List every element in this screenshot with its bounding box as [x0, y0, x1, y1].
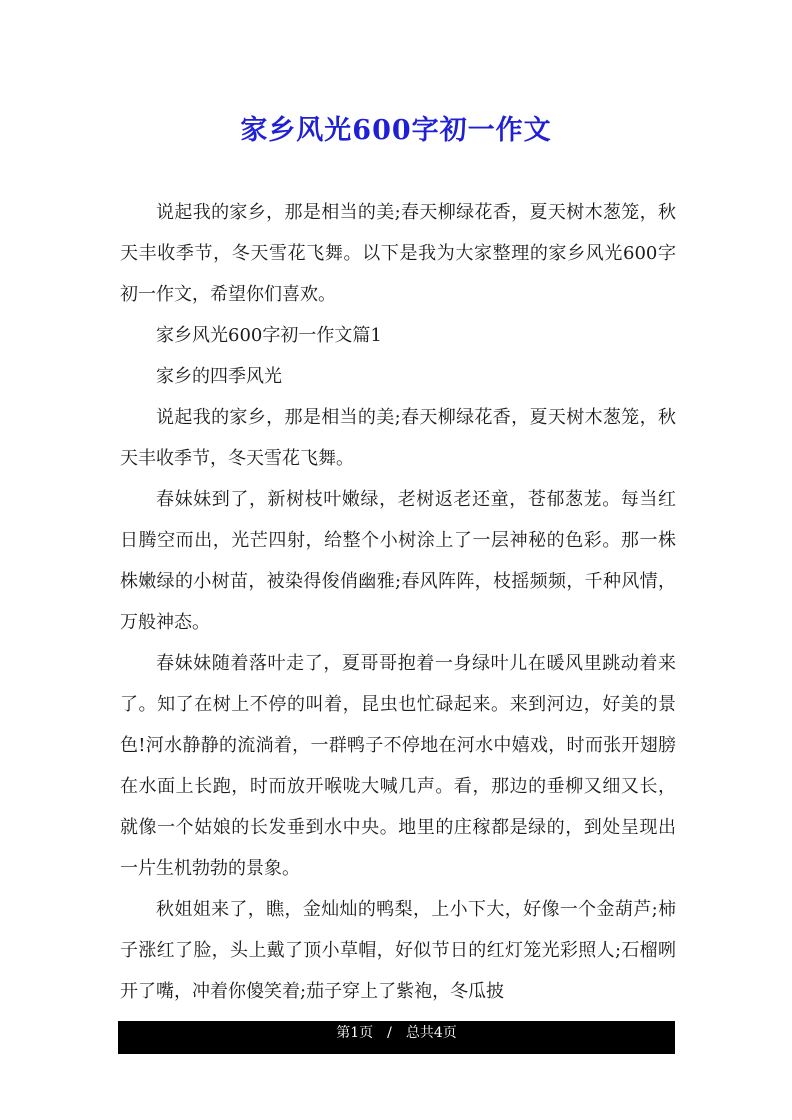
paragraph-intro: 说起我的家乡，那是相当的美;春天柳绿花香，夏天树木葱笼，秋天丰收季节，冬天雪花飞舞。以下是我为大家整理的家乡风光600字初一作文，希望你们喜欢。	[120, 202, 676, 305]
paragraph-opening: 说起我的家乡，那是相当的美;春天柳绿花香，夏天树木葱笼，秋天丰收季节，冬天雪花飞舞。	[120, 407, 676, 469]
essay-subtitle: 家乡的四季风光	[156, 366, 282, 387]
document-title: 家乡风光600字初一作文	[240, 115, 552, 146]
footer-separator: /	[387, 1025, 392, 1041]
paragraph-summer: 春妹妹随着落叶走了，夏哥哥抱着一身绿叶儿在暖风里跳动着来了。知了在树上不停的叫着，昆虫也忙碌起来。来到河边，好美的景色!河水静静的流淌着，一群鸭子不停地在河水中嬉戏，时而张开翅膀在水面上长跑，时而放开喉咙大喊几声。看，那边的垂柳又细又长，就像一个姑娘的长发垂到水中央。地里的庄稼都是绿的，到处呈现出一片生机勃勃的景象。	[120, 653, 676, 879]
page-footer	[118, 1021, 675, 1054]
page-total: 总共4页	[405, 1025, 457, 1041]
paragraph-autumn: 秋姐姐来了，瞧，金灿灿的鸭梨，上小下大，好像一个金葫芦;柿子涨红了脸，头上戴了顶小草帽，好似节日的红灯笼光彩照人;石榴咧开了嘴，冲着你傻笑着;茄子穿上了紫袍，冬瓜披	[120, 899, 676, 1002]
section-heading: 家乡风光600字初一作文篇1	[156, 325, 382, 346]
page-number: 第1页	[336, 1025, 374, 1041]
paragraph-spring: 春妹妹到了，新树枝叶嫩绿，老树返老还童，苍郁葱茏。每当红日腾空而出，光芒四射，给整个小树涂上了一层神秘的色彩。那一株株嫩绿的小树苗，被染得俊俏幽雅;春风阵阵，枝摇频频，千种风情，万般神态。	[120, 489, 676, 633]
document-body	[120, 192, 676, 1012]
